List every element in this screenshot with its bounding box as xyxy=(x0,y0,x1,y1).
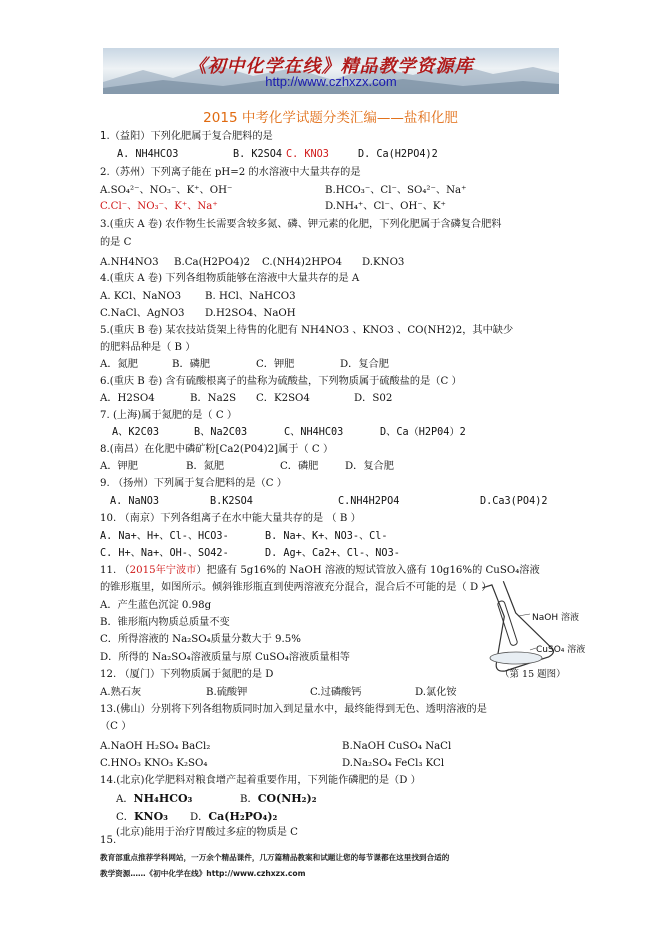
question-14: 14.(北京)化学肥料对粮食增产起着重要作用，下列能作磷肥的是（D ） xyxy=(100,775,421,786)
figure-label-cuso4: CuSO₄ 溶液 xyxy=(536,645,586,655)
q11-option-c: C．所得溶液的 Na₂SO₄质量分数大于 9.5% xyxy=(100,634,301,645)
q6-option-b: B．Na2S xyxy=(190,393,237,404)
question-11-cont: 的锥形瓶里，如图所示。倾斜锥形瓶直到使两溶液充分混合，混合后不可能的是（ D ） xyxy=(100,582,492,593)
q2-option-d: D.NH₄⁺、Cl⁻、OH⁻、K⁺ xyxy=(325,201,446,212)
q3-option-c: C.(NH4)2HPO4 xyxy=(262,257,342,268)
q14-option-d xyxy=(190,810,277,824)
q8-option-b: B．氮肥 xyxy=(186,461,225,472)
q8-option-c: C．磷肥 xyxy=(280,461,319,472)
footer-line-1: 教育部重点推荐学科网站，一万余个精品课件，几万篇精品教案和试题让您的每节课都在这里找到合适的 xyxy=(100,853,450,862)
q10-option-a: A. Na+、H+、Cl-、HCO3- xyxy=(100,531,229,542)
question-15: (北京)能用于治疗胃酸过多症的物质是 C xyxy=(116,827,298,838)
q13-option-a: A.NaOH H₂SO₄ BaCl₂ xyxy=(100,741,211,752)
q10-option-c: C. H+、Na+、OH-、SO42- xyxy=(100,548,229,559)
figure-caption: （第 15 题图） xyxy=(500,669,566,680)
q4-option-c: C.NaCl、AgNO3 xyxy=(100,308,185,319)
q14-option-d-label: D． xyxy=(190,812,209,823)
question-9: 9. （扬州）下列属于复合肥料的是（C ） xyxy=(100,478,287,489)
q6-option-a: A．H2SO4 xyxy=(100,393,155,404)
q3-option-b: B.Ca(H2PO4)2 xyxy=(174,257,251,268)
q11-source-link[interactable]: 2015年宁波市 xyxy=(129,565,197,576)
q14-option-b-formula: CO(NH₂)₂ xyxy=(257,792,317,805)
q8-option-a: A．钾肥 xyxy=(100,461,138,472)
q14-option-d-formula: Ca(H₂PO₄)₂ xyxy=(208,810,278,823)
q11-text: ）把盛有 5g16%的 NaOH 溶液的短试管放入盛有 10g16%的 CuSO₄溶液 xyxy=(196,565,540,576)
q12-option-b: B.硫酸钾 xyxy=(206,687,248,698)
q2-option-b: B.HCO₃⁻、Cl⁻、SO₄²⁻、Na⁺ xyxy=(325,185,467,196)
q11-option-a: A．产生蓝色沉淀 0.98g xyxy=(100,600,212,611)
q14-option-a-formula: NH₄HCO₃ xyxy=(133,792,193,805)
question-7: 7. (上海)属于氮肥的是（ C ） xyxy=(100,410,238,421)
q6-option-c: C．K2SO4 xyxy=(256,393,310,404)
q3-option-d: D.KNO3 xyxy=(362,257,405,268)
q10-option-d: D. Ag+、Ca2+、Cl-、NO3- xyxy=(265,548,400,559)
page-title: 2015 中考化学试题分类汇编——盐和化肥 xyxy=(203,110,458,126)
question-13-cont: （C ） xyxy=(100,721,132,732)
q14-option-c-formula: KNO₃ xyxy=(133,810,168,823)
q1-option-c-answer: C. KNO3 xyxy=(286,149,329,160)
q6-option-d: D．S02 xyxy=(354,393,393,404)
banner-title: 《初中化学在线》精品教学资源库 xyxy=(188,56,474,77)
q7-option-b: B、Na2C03 xyxy=(194,427,248,438)
question-3: 3.(重庆 A 卷) 农作物生长需要含较多氮、磷、钾元素的化肥，下列化肥属于含磷复合肥料 xyxy=(100,219,502,230)
q2-option-c-answer: C.Cl⁻、NO₃⁻、K⁺、Na⁺ xyxy=(100,201,218,212)
footer-line-2[interactable]: 教学资源……《初中化学在线》http://www.czhxzx.com xyxy=(100,869,306,878)
q5-option-b: B．磷肥 xyxy=(172,359,211,370)
q11-option-b: B．锥形瓶内物质总质量不变 xyxy=(100,617,230,628)
q12-option-a: A.熟石灰 xyxy=(100,687,142,698)
question-5-cont: 的肥料品种是（ B ） xyxy=(100,342,196,353)
question-6: 6.(重庆 B 卷) 含有硫酸根离子的盐称为硫酸盐，下列物质属于硫酸盐的是（C ） xyxy=(100,376,462,387)
question-3-cont: 的是 C xyxy=(100,237,132,248)
q5-option-d: D．复合肥 xyxy=(340,359,389,370)
q14-option-a-label: A． xyxy=(116,794,134,805)
q4-option-d: D.H2SO4、NaOH xyxy=(205,308,296,319)
q10-option-b: B. Na+、K+、NO3-、Cl- xyxy=(265,531,388,542)
q9-option-b: B.K2SO4 xyxy=(210,496,253,507)
question-10: 10. （南京）下列各组离子在水中能大量共存的是 （ B ） xyxy=(100,513,361,524)
q12-option-c: C.过磷酸钙 xyxy=(310,687,362,698)
question-2: 2.（苏州）下列离子能在 pH=2 的水溶液中大量共存的是 xyxy=(100,167,361,178)
q1-option-d: D. Ca(H2PO4)2 xyxy=(358,149,438,160)
q11-number: 11. （ xyxy=(100,565,130,576)
question-13: 13.(佛山）分别将下列各组物质同时加入到足量水中，最终能得到无色、透明溶液的是 xyxy=(100,704,487,715)
q13-option-b: B.NaOH CuSO₄ NaCl xyxy=(342,741,452,752)
question-12: 12. （厦门）下列物质属于氮肥的是 D xyxy=(100,669,274,680)
q14-option-c-label: C． xyxy=(116,812,134,823)
q1-option-a: A. NH4HCO3 xyxy=(117,149,179,160)
q13-option-d: D.Na₂SO₄ FeCl₃ KCl xyxy=(342,758,445,769)
q5-option-a: A．氮肥 xyxy=(100,359,138,370)
q7-option-c: C、NH4HC03 xyxy=(284,427,344,438)
q14-option-b xyxy=(240,792,317,806)
q9-option-c: C.NH4H2PO4 xyxy=(338,496,400,507)
q14-option-c xyxy=(116,810,168,824)
q2-option-a: A.SO₄²⁻、NO₃⁻、K⁺、OH⁻ xyxy=(100,185,233,196)
q5-option-c: C．钾肥 xyxy=(256,359,295,370)
erlenmeyer-flask-figure xyxy=(478,578,578,682)
q9-option-d: D.Ca3(PO4)2 xyxy=(480,496,548,507)
q12-option-d: D.氯化铵 xyxy=(415,687,457,698)
q9-option-a: A. NaNO3 xyxy=(110,496,160,507)
q14-option-a xyxy=(116,792,192,806)
q7-option-a: A、K2C03 xyxy=(112,427,159,438)
question-8: 8.(南昌）在化肥中磷矿粉[Ca2(P04)2]属于（ C ） xyxy=(100,444,334,455)
q13-option-c: C.HNO₃ KNO₃ K₂SO₄ xyxy=(100,758,208,769)
q7-option-d: D、Ca（H2P04）2 xyxy=(380,427,466,438)
q14-option-b-label: B． xyxy=(240,794,258,805)
figure-label-naoh: NaOH 溶液 xyxy=(532,613,579,623)
q4-option-b: B. HCl、NaHCO3 xyxy=(205,291,296,302)
question-11 xyxy=(100,564,540,577)
q3-option-a: A.NH4NO3 xyxy=(100,257,159,268)
q8-option-d: D．复合肥 xyxy=(345,461,394,472)
q11-option-d: D．所得的 Na₂SO₄溶液质量与原 CuSO₄溶液质量相等 xyxy=(100,652,350,663)
question-4: 4.(重庆 A 卷) 下列各组物质能够在溶液中大量共存的是 A xyxy=(100,273,360,284)
question-1: 1.（益阳）下列化肥属于复合肥料的是 xyxy=(100,131,273,142)
q4-option-a: A. KCl、NaNO3 xyxy=(100,291,182,302)
question-15-number: 15. xyxy=(100,835,117,846)
banner-url[interactable]: http://www.czhxzx.com xyxy=(265,74,397,89)
q1-option-b: B. K2SO4 xyxy=(233,149,283,160)
question-5: 5.(重庆 B 卷) 某农技站货架上待售的化肥有 NH4NO3 、KNO3 、CO(NH2)2，其中缺少 xyxy=(100,325,514,336)
header-banner xyxy=(103,48,559,94)
